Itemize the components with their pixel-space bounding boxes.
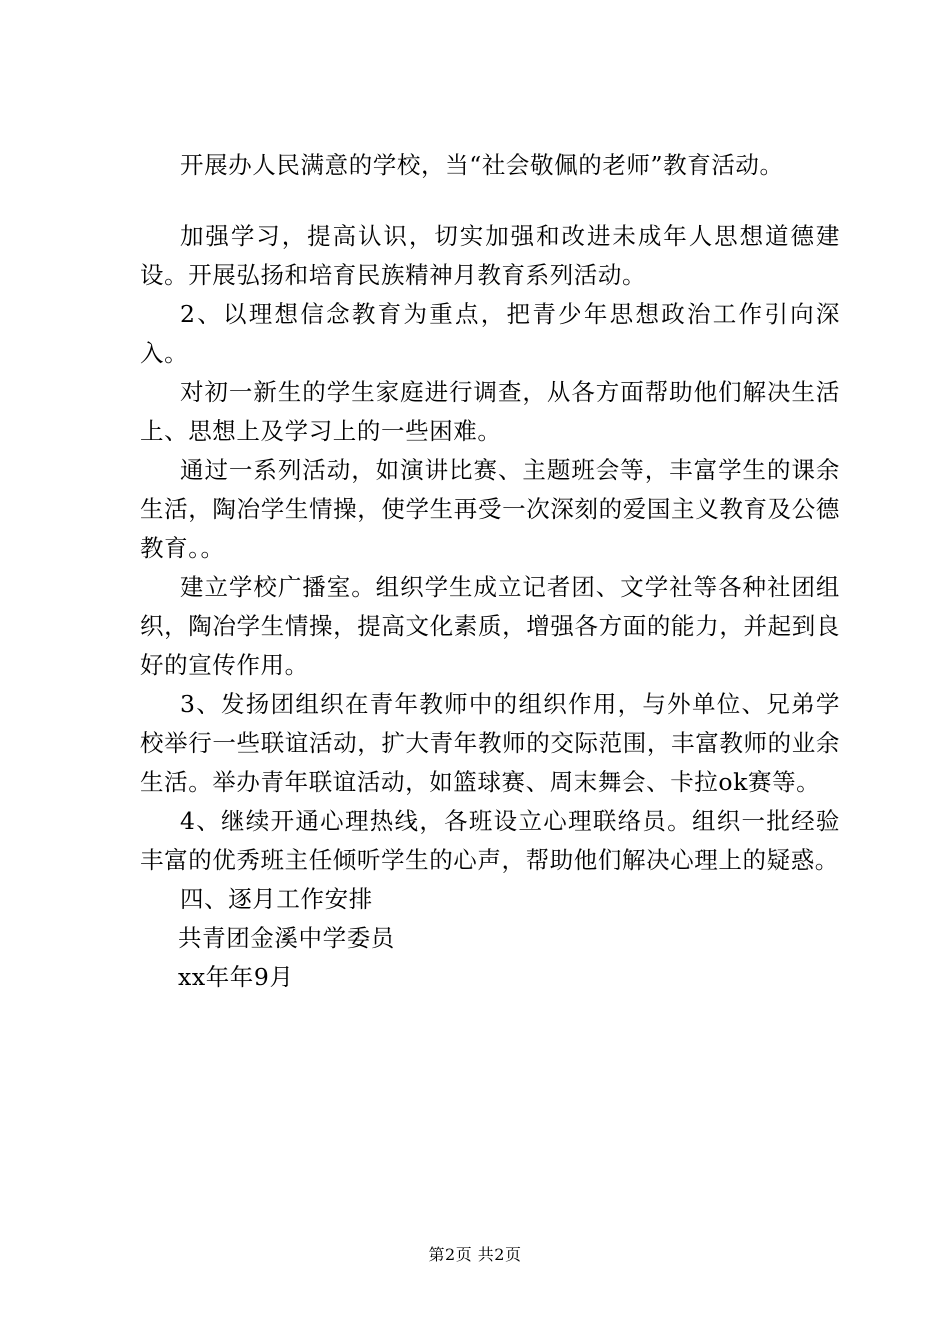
paragraph: 3、发扬团组织在青年教师中的组织作用，与外单位、兄弟学校举行一些联谊活动，扩大青年教师的交际范围，丰富教师的业余生活。举办青年联谊活动，如篮球赛、周末舞会、卡拉ok赛等。 (140, 690, 840, 796)
paragraph: 建立学校广播室。组织学生成立记者团、文学社等各种社团组织，陶冶学生情操，提高文化素质，增强各方面的能力，并起到良好的宣传作用。 (140, 573, 840, 679)
paragraph: 4、继续开通心理热线，各班设立心理联络员。组织一批经验丰富的优秀班主任倾听学生的心声，帮助他们解决心理上的疑惑。 (140, 807, 840, 874)
signature-organization: 共青团金溪中学委员 (178, 924, 395, 952)
signature-date: xx年年9月 (178, 963, 294, 991)
paragraph: 通过一系列活动，如演讲比赛、主题班会等，丰富学生的课余生活，陶冶学生情操，使学生再受一次深刻的爱国主义教育及公德教育。。 (140, 456, 840, 562)
paragraph: 开展办人民满意的学校，当“社会敬佩的老师”教育活动。 (180, 151, 784, 179)
paragraph: 2、以理想信念教育为重点，把青少年思想政治工作引向深入。 (140, 300, 840, 367)
page-number-footer: 第2页 共2页 (428, 1245, 522, 1264)
paragraph: 对初一新生的学生家庭进行调查，从各方面帮助他们解决生活上、思想上及学习上的一些困难。 (140, 378, 840, 445)
paragraph: 加强学习，提高认识，切实加强和改进未成年人思想道德建设。开展弘扬和培育民族精神月教育系列活动。 (140, 222, 840, 289)
section-heading: 四、逐月工作安排 (180, 885, 373, 913)
document-body (140, 146, 840, 997)
